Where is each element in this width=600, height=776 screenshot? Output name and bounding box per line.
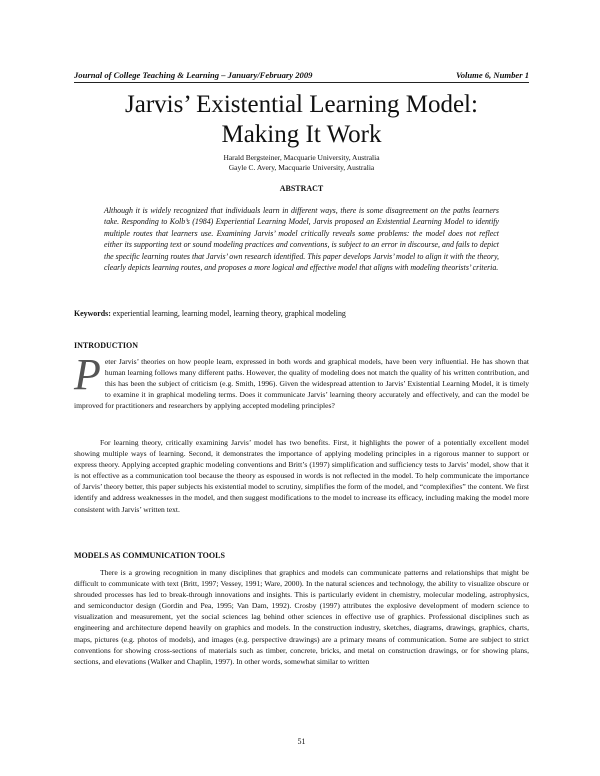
running-header xyxy=(74,70,529,80)
author-list xyxy=(74,153,529,173)
models-heading: MODELS AS COMMUNICATION TOOLS xyxy=(74,551,225,560)
volume-number: Volume 6, Number 1 xyxy=(455,70,529,80)
models-paragraph-1: There is a growing recognition in many disciplines that graphics and models can communicate patterns and relationships that might be difficult to communicate with text (Britt, 1997; Vessey, 1991; Ware, 2000). In the natural sciences and technology, the ability to visualize obscure or shrouded processes has led to break-through innovations and insights. This is particularly evident in chemistry, molecular modeling, astrophysics, and semiconductor design (Gordin and Pea, 1995; Van Dam, 1992). Crosby (1997) attributes the explosive development of modern science to visualization and measurement, yet the social sciences lag behind other sciences in effective use of graphics. Professional disciplines such as engineering and architecture depend heavily on graphics and models. In the construction industry, sketches, diagrams, drawings, graphics, charts, maps, pictures (e.g. photos of models), and images (e.g. perspective drawings) are a primary means of communication. Some are subject to strict conventions for showing cross-sections of materials such as timber, concrete, bricks, and metal on construction drawings, or for showing plans, sections, and elevations (Walker and Chaplin, 1997). In other words, somewhat similar to written xyxy=(74,568,529,666)
keywords-line xyxy=(74,309,529,318)
introduction-paragraph-1-text: eter Jarvis’ theories on how people learn, expressed in both words and graphical models, have been very influential. He has shown that human learning follows many different paths. However, the quality of modeling does not match the quality of his written contribution, and this has been the subject of criticism (e.g. Smith, 1996). Given the widespread attention to Jarvis’ Existential Learning Model, it is timely to examine it in graphical modeling terms. Does it communicate Jarvis’ learning theory accurately and effectively, and can the model be improved for practitioners and researchers by applying accepted modeling principles? xyxy=(74,357,529,411)
abstract-text: Although it is widely recognized that individuals learn in different ways, there is some disagreement on the paths learners take. Responding to Kolb’s (1984) Experiential Learning Model, Jarvis proposed an Existential Learning Model to identify multiple routes that learners use. Examining Jarvis’ model critically reveals some problems: the model does not reflect either its supporting text or sound modeling practices and conventions, is subject to an error in discourse, and fails to depict the specific learning routes that Jarvis’ own research identified. This paper develops Jarvis’ model to align it with the theory, clearly depicts learning routes, and proposes a more logical and effective model that aligns with modeling theorists’ criteria. xyxy=(104,206,499,273)
title-line-1: Jarvis’ Existential Learning Model: xyxy=(125,91,478,118)
author-1: Harald Bergsteiner, Macquarie University, Australia xyxy=(223,153,380,162)
journal-name: Journal of College Teaching & Learning – January/February 2009 xyxy=(74,70,313,80)
author-2: Gayle C. Avery, Macquarie University, Australia xyxy=(228,163,375,172)
keywords-label: Keywords: xyxy=(74,309,111,318)
introduction-heading: INTRODUCTION xyxy=(74,341,139,350)
drop-cap: P xyxy=(74,350,101,399)
keywords-text: experiential learning, learning model, learning theory, graphical modeling xyxy=(112,309,346,318)
article-title xyxy=(74,90,529,150)
introduction-paragraph-1 xyxy=(74,350,529,411)
abstract-heading: ABSTRACT xyxy=(279,184,324,193)
introduction-paragraph-2: For learning theory, critically examining Jarvis’ model has two benefits. First, it highlights the power of a potentially excellent model showing multiple ways of learning. Second, it demonstrates the importance of applying modeling principles in a rigorous manner to support or express theory. Applying accepted graphic modeling conventions and Britt’s (1997) simplification and sufficiency tests to Jarvis’ model, show that it is not effective as a communication tool because the theory as espoused in words is not reflected in the model. To help communicate the importance of Jarvis’ theory better, this paper subjects his existential model to scrutiny, simplifies the form of the model, and “complexifies” the content. We first identify and address weaknesses in the model, and then suggest modifications to the model to increase its efficacy, including making the model more consistent with Jarvis’ written text. xyxy=(74,438,529,514)
page-number: 51 xyxy=(297,737,306,746)
header-rule xyxy=(74,82,529,83)
title-line-2: Making It Work xyxy=(221,121,382,148)
